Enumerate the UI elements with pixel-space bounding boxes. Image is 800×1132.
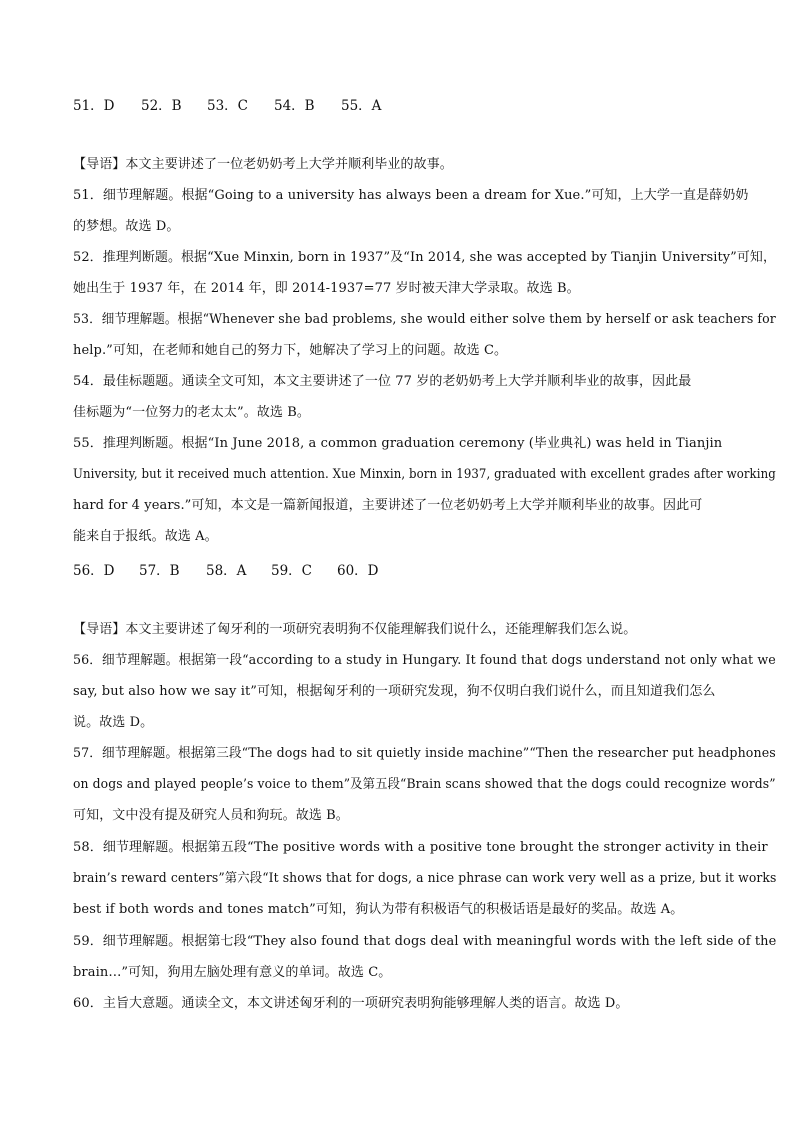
answer-54: 54．B: [274, 98, 315, 114]
explanation-line: on dogs and played people’s voice to them”及第五段“Brain scans showed that the dogs could recognize words”: [73, 777, 776, 792]
explanation-line: 可知，文中没有提及研究人员和狗玩。故选 B。: [73, 808, 349, 823]
explanation-line: help.”可知，在老师和她自己的努力下，她解决了学习上的问题。故选 C。: [73, 343, 508, 358]
explanation-line: 60．主旨大意题。通读全文，本文讲述匈牙利的一项研究表明狗能够理解人类的语言。故选 D。: [73, 996, 629, 1011]
explanation-line: 55．推理判断题。根据“In June 2018, a common graduation ceremony (毕业典礼) was held in Tianjin: [73, 436, 723, 451]
explanation-line: 59．细节理解题。根据第七段“They also found that dogs deal with meaningful words with the left side of the: [73, 934, 777, 949]
explanation-line: 51．细节理解题。根据“Going to a university has always been a dream for Xue.”可知，上大学一直是薛奶奶: [73, 188, 749, 203]
explanation-line: 佳标题为“一位努力的老太太”。故选 B。: [73, 405, 310, 420]
explanation-line: 她出生于 1937 年，在 2014 年，即 2014-1937=77 岁时被天津大学录取。故选 B。: [73, 281, 580, 296]
explanation-line: brain’s reward centers”第六段“It shows that for dogs, a nice phrase can work very well as a prize, but it works: [73, 871, 777, 886]
explanation-line: hard for 4 years.”可知，本文是一篇新闻报道，主要讲述了一位老奶奶考上大学并顺利毕业的故事。因此可: [73, 498, 703, 513]
answer-56: 56．D: [73, 563, 115, 579]
explanation-line: best if both words and tones match”可知，狗认为带有积极语气的积极话语是最好的奖品。故选 A。: [73, 902, 684, 917]
answer-58: 58．A: [206, 563, 247, 579]
explanation-line: 52．推理判断题。根据“Xue Minxin, born in 1937”及“In 2014, she was accepted by Tianjin University”可知，: [73, 250, 777, 265]
answer-55: 55．A: [341, 98, 382, 114]
explanation-line: 能来自于报纸。故选 A。: [73, 529, 218, 544]
answer-53: 53．C: [207, 98, 249, 114]
answer-59: 59．C: [271, 563, 313, 579]
section-2-intro: 【导语】本文主要讲述了匈牙利的一项研究表明狗不仅能理解我们说什么，还能理解我们怎么说。: [73, 622, 637, 637]
explanation-line: 54．最佳标题题。通读全文可知，本文主要讲述了一位 77 岁的老奶奶考上大学并顺利毕业的故事，因此最: [73, 374, 692, 389]
explanation-line: 53．细节理解题。根据“Whenever she bad problems, she would either solve them by herself or ask teachers for: [73, 312, 776, 327]
answer-57: 57．B: [139, 563, 180, 579]
explanation-line: 的梦想。故选 D。: [73, 219, 180, 234]
answer-60: 60．D: [337, 563, 379, 579]
explanation-line: 56．细节理解题。根据第一段“according to a study in Hungary. It found that dogs understand not only what we: [73, 653, 776, 668]
explanation-line: say, but also how we say it”可知，根据匈牙利的一项研究发现，狗不仅明白我们说什么，而且知道我们怎么: [73, 684, 716, 699]
explanation-line: University, but it received much attention. Xue Minxin, born in 1937, graduated with excellent grades after working: [73, 467, 776, 482]
explanation-line: 58．细节理解题。根据第五段“The positive words with a positive tone brought the stronger activity in their: [73, 840, 768, 855]
answer-51: 51．D: [73, 98, 115, 114]
answer-52: 52．B: [141, 98, 182, 114]
section-1-intro: 【导语】本文主要讲述了一位老奶奶考上大学并顺利毕业的故事。: [73, 157, 453, 172]
explanation-line: 说。故选 D。: [73, 715, 154, 730]
explanation-line: brain…”可知，狗用左脑处理有意义的单词。故选 C。: [73, 965, 392, 980]
explanation-line: 57．细节理解题。根据第三段“The dogs had to sit quietly inside machine”“Then the researcher put headphones: [73, 746, 776, 761]
